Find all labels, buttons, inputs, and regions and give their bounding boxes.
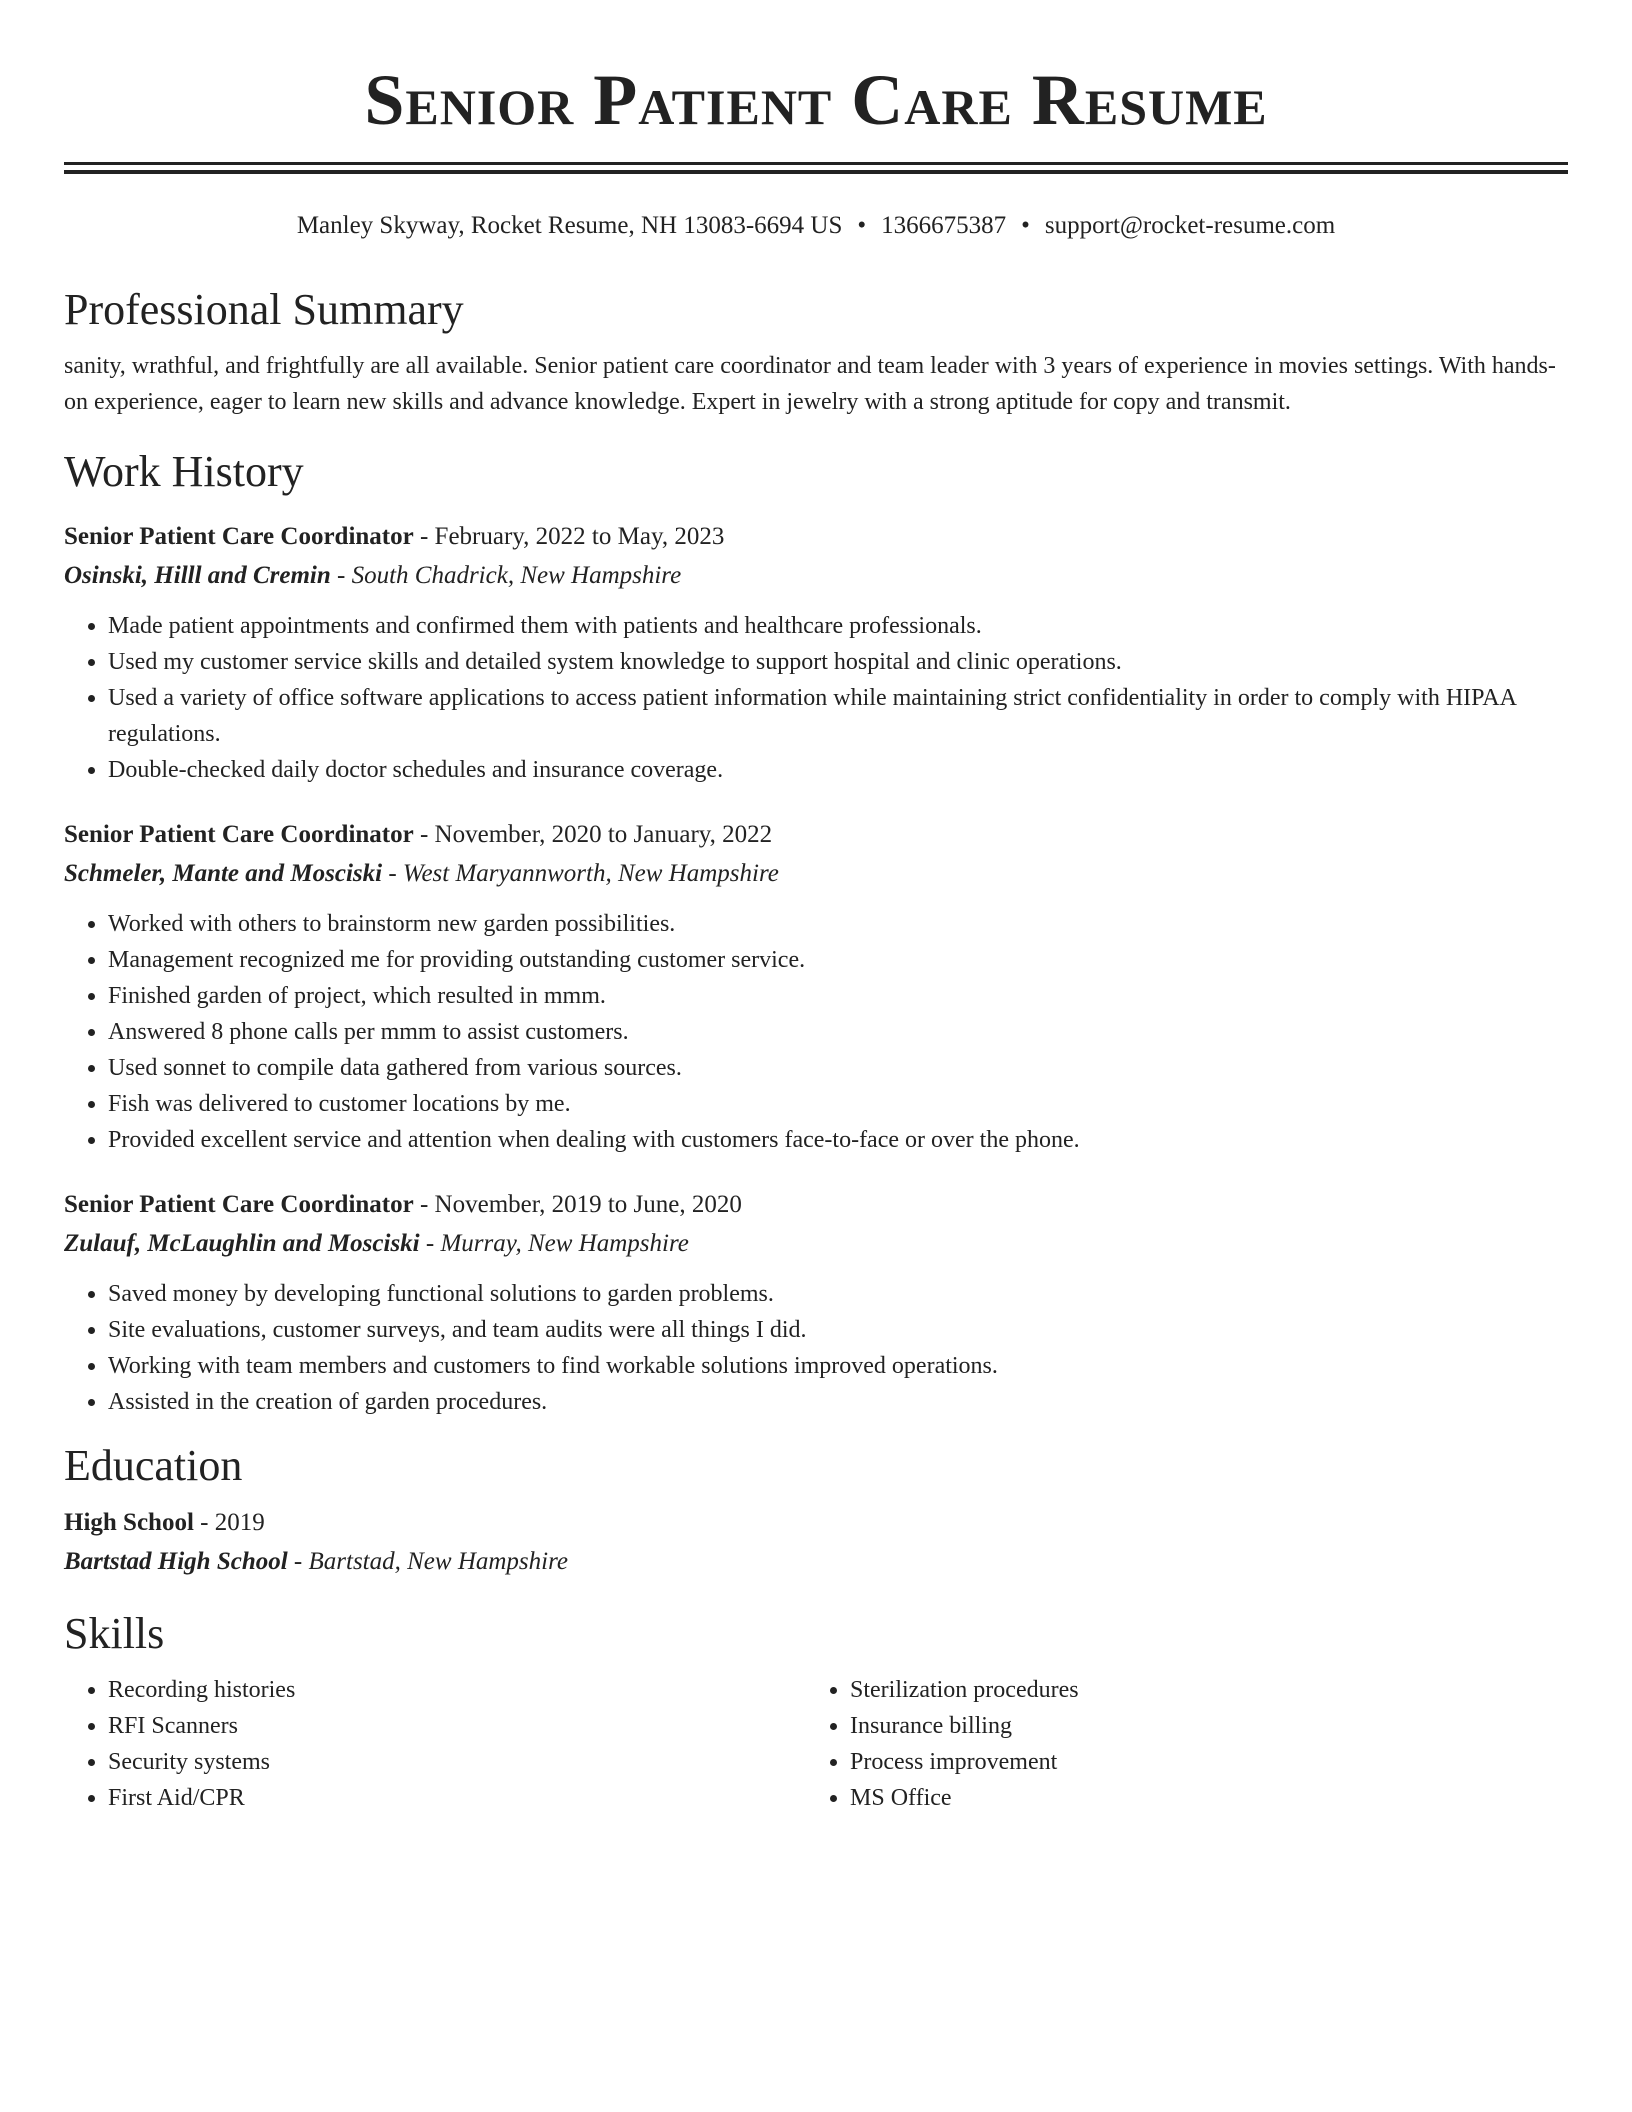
skills-bullets xyxy=(64,1672,806,1816)
skills-column-left xyxy=(64,1672,806,1816)
skills-list xyxy=(64,1672,1568,1816)
contact-info xyxy=(64,210,1568,242)
list-item: • Fish was delivered to customer locations by me. xyxy=(108,1086,1568,1122)
job-duties xyxy=(64,906,1568,1158)
job-entry xyxy=(64,1186,1568,1420)
degree-line xyxy=(64,1504,1568,1542)
company-location: - West Maryannworth, New Hampshire xyxy=(382,860,779,887)
job-employer xyxy=(64,556,1568,596)
list-item: • Used a variety of office software applications to access patient information while maintaining strict confidentiality in order to comply with HIPAA regulations. xyxy=(108,680,1568,752)
contact-phone: 1366675387 xyxy=(881,212,1007,239)
skills-heading: Skills xyxy=(64,1609,165,1658)
skills-column-right xyxy=(806,1672,1548,1816)
job-header xyxy=(64,816,1568,854)
skill-item: • Process improvement xyxy=(850,1744,1548,1780)
school-line xyxy=(64,1542,1568,1582)
job-employer xyxy=(64,854,1568,894)
list-item: • Used sonnet to compile data gathered from various sources. xyxy=(108,1050,1568,1086)
degree-name: High School xyxy=(64,1509,194,1536)
company-name: Schmeler, Mante and Mosciski xyxy=(64,860,383,887)
skill-item: • First Aid/CPR xyxy=(108,1780,806,1816)
skill-item: • Security systems xyxy=(108,1744,806,1780)
job-header xyxy=(64,518,1568,556)
job-header xyxy=(64,1186,1568,1224)
education-entry xyxy=(64,1504,1568,1582)
job-dates: - February, 2022 to May, 2023 xyxy=(413,523,725,550)
list-item: • Finished garden of project, which resulted in mmm. xyxy=(108,978,1568,1014)
company-name: Osinski, Hilll and Cremin xyxy=(64,562,331,589)
skill-item: • Insurance billing xyxy=(850,1708,1548,1744)
title-divider-bottom xyxy=(64,170,1568,174)
job-dates: - November, 2020 to January, 2022 xyxy=(413,821,773,848)
list-item: • Site evaluations, customer surveys, and team audits were all things I did. xyxy=(108,1312,1568,1348)
skill-item: • Sterilization procedures xyxy=(850,1672,1548,1708)
skill-item: • MS Office xyxy=(850,1780,1548,1816)
job-title: Senior Patient Care Coordinator xyxy=(64,1191,414,1218)
job-employer xyxy=(64,1224,1568,1264)
company-name: Zulauf, McLaughlin and Mosciski xyxy=(64,1230,420,1257)
page-title: Senior Patient Care Resume xyxy=(364,60,1268,140)
list-item: • Worked with others to brainstorm new garden possibilities. xyxy=(108,906,1568,942)
list-item: • Double-checked daily doctor schedules and insurance coverage. xyxy=(108,752,1568,788)
list-item: • Answered 8 phone calls per mmm to assist customers. xyxy=(108,1014,1568,1050)
list-item: • Made patient appointments and confirmed them with patients and healthcare professionals. xyxy=(108,608,1568,644)
title-divider-top xyxy=(64,162,1568,165)
company-location: - South Chadrick, New Hampshire xyxy=(330,562,682,589)
job-entry xyxy=(64,816,1568,1158)
job-entry xyxy=(64,518,1568,788)
contact-separator: • xyxy=(857,212,867,239)
contact-separator: • xyxy=(1021,212,1030,239)
contact-address: Manley Skyway, Rocket Resume, NH 13083-6694 US xyxy=(296,212,843,239)
list-item: • Management recognized me for providing outstanding customer service. xyxy=(108,942,1568,978)
work-history-heading: Work History xyxy=(64,447,304,496)
school-name: Bartstad High School xyxy=(64,1548,288,1575)
job-duties xyxy=(64,608,1568,788)
summary-text: sanity, wrathful, and frightfully are all available. Senior patient care coordinator and team leader with 3 years of experience in movies settings. With hands-on experience, eager to learn new skills and advance knowledge. Expert in jewelry with a strong aptitude for copy and transmit. xyxy=(64,353,1556,415)
graduation-year: - 2019 xyxy=(193,1509,265,1536)
job-title: Senior Patient Care Coordinator xyxy=(64,821,414,848)
skill-item: • Recording histories xyxy=(108,1672,806,1708)
list-item: • Working with team members and customers to find workable solutions improved operations. xyxy=(108,1348,1568,1384)
job-dates: - November, 2019 to June, 2020 xyxy=(413,1191,742,1218)
skill-item: • RFI Scanners xyxy=(108,1708,806,1744)
school-location: - Bartstad, New Hampshire xyxy=(287,1548,568,1575)
skills-bullets xyxy=(806,1672,1548,1816)
job-duties xyxy=(64,1276,1568,1420)
list-item: • Used my customer service skills and detailed system knowledge to support hospital and clinic operations. xyxy=(108,644,1568,680)
list-item: • Assisted in the creation of garden procedures. xyxy=(108,1384,1568,1420)
education-heading: Education xyxy=(64,1441,243,1490)
list-item: • Provided excellent service and attention when dealing with customers face-to-face or over the phone. xyxy=(108,1122,1568,1158)
summary-heading: Professional Summary xyxy=(64,285,464,334)
list-item: • Saved money by developing functional solutions to garden problems. xyxy=(108,1276,1568,1312)
company-location: - Murray, New Hampshire xyxy=(419,1230,689,1257)
contact-email: support@rocket-resume.com xyxy=(1044,212,1336,239)
job-title: Senior Patient Care Coordinator xyxy=(64,523,414,550)
